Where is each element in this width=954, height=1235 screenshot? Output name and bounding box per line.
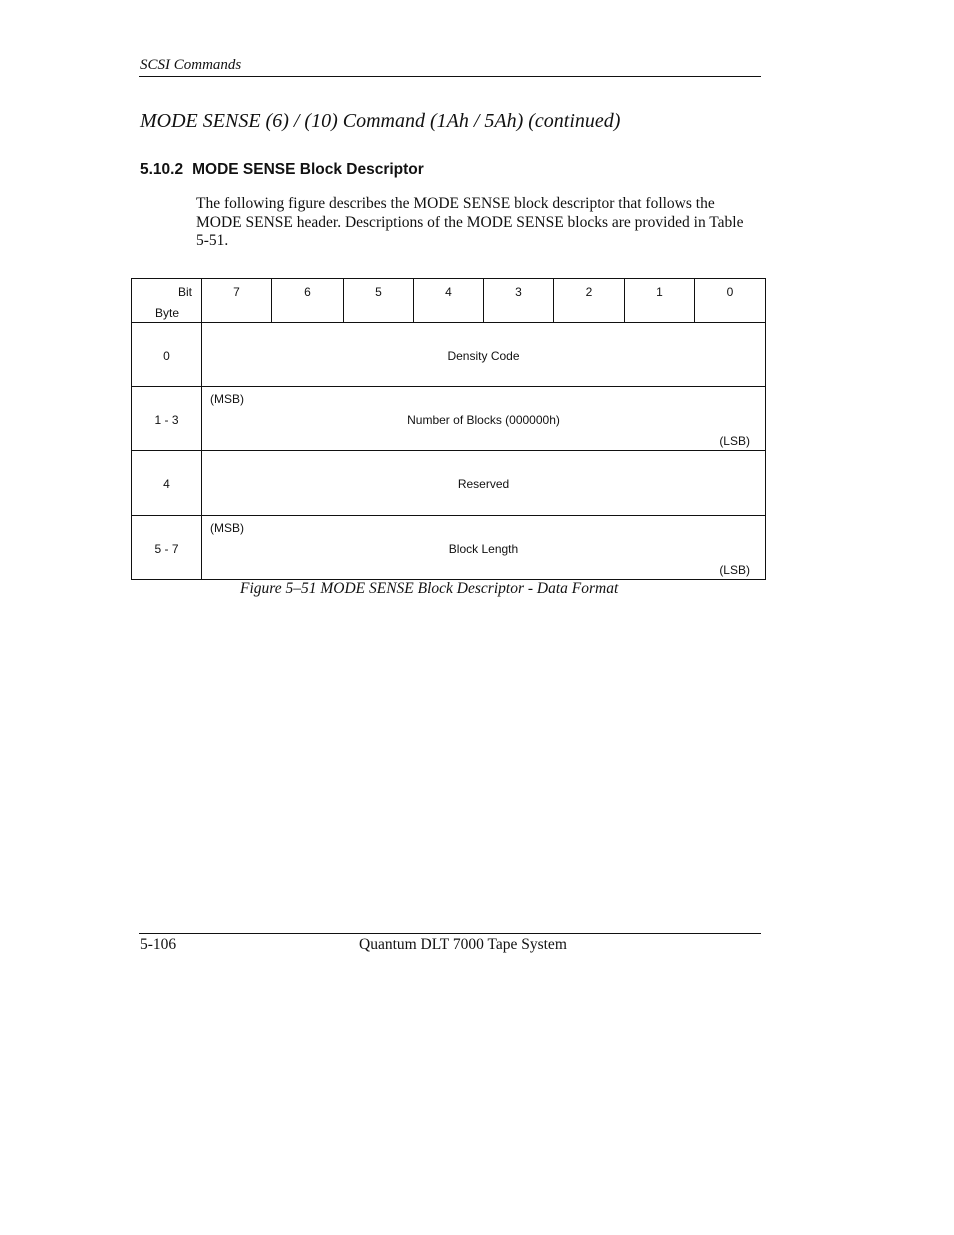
msb-marker: (MSB) (210, 392, 244, 406)
figure-caption: Figure 5–51 MODE SENSE Block Descriptor - Data Format (240, 580, 619, 597)
table-rule-header (132, 322, 765, 323)
field-reserved: Reserved (457, 477, 510, 491)
section-number: 5.10.2 (140, 161, 184, 178)
bit-header-3: 3 (515, 285, 522, 299)
byte-number: 5 - 7 (154, 542, 179, 556)
field-block-length: Block Length (448, 542, 519, 556)
block-descriptor-table (131, 278, 766, 580)
table-rule-row-3 (132, 515, 765, 516)
bit-header-7: 7 (233, 285, 240, 299)
bit-header-2: 2 (585, 285, 593, 299)
msb-marker: (MSB) (210, 521, 244, 535)
footer-title: Quantum DLT 7000 Tape System (359, 936, 567, 953)
body-paragraph: The following figure describes the MODE SENSE block descriptor that follows the MODE SENSE header. Descriptions of the MODE SENSE blocks are provided in Table 5-51. (196, 195, 744, 249)
byte-number: 4 (163, 477, 170, 491)
field-density-code: Density Code (447, 349, 520, 363)
bit-header-5: 5 (375, 285, 382, 299)
header-rule (139, 76, 761, 77)
byte-label: Byte (155, 306, 180, 320)
section-heading (140, 161, 424, 179)
lsb-marker: (LSB) (719, 563, 750, 577)
table-rule-byte-column (201, 279, 202, 579)
section-title: MODE SENSE Block Descriptor (192, 161, 424, 178)
byte-number: 0 (163, 349, 170, 363)
byte-number: 1 - 3 (154, 413, 179, 427)
table-rule-row-1 (132, 386, 765, 387)
bit-header-1: 1 (656, 285, 663, 299)
lsb-marker: (LSB) (719, 434, 750, 448)
bit-header-4: 4 (445, 285, 452, 299)
bit-header-0: 0 (726, 285, 734, 299)
bit-label: Bit (177, 285, 192, 299)
table-rule-row-2 (132, 450, 765, 451)
bit-header-6: 6 (304, 285, 311, 299)
page-title: MODE SENSE (6) / (10) Command (1Ah / 5Ah) (continued) (140, 110, 621, 132)
page-number: 5-106 (140, 936, 177, 953)
running-head: SCSI Commands (140, 57, 242, 73)
field-number-of-blocks: Number of Blocks (000000h) (407, 413, 560, 427)
footer-rule (139, 933, 761, 934)
